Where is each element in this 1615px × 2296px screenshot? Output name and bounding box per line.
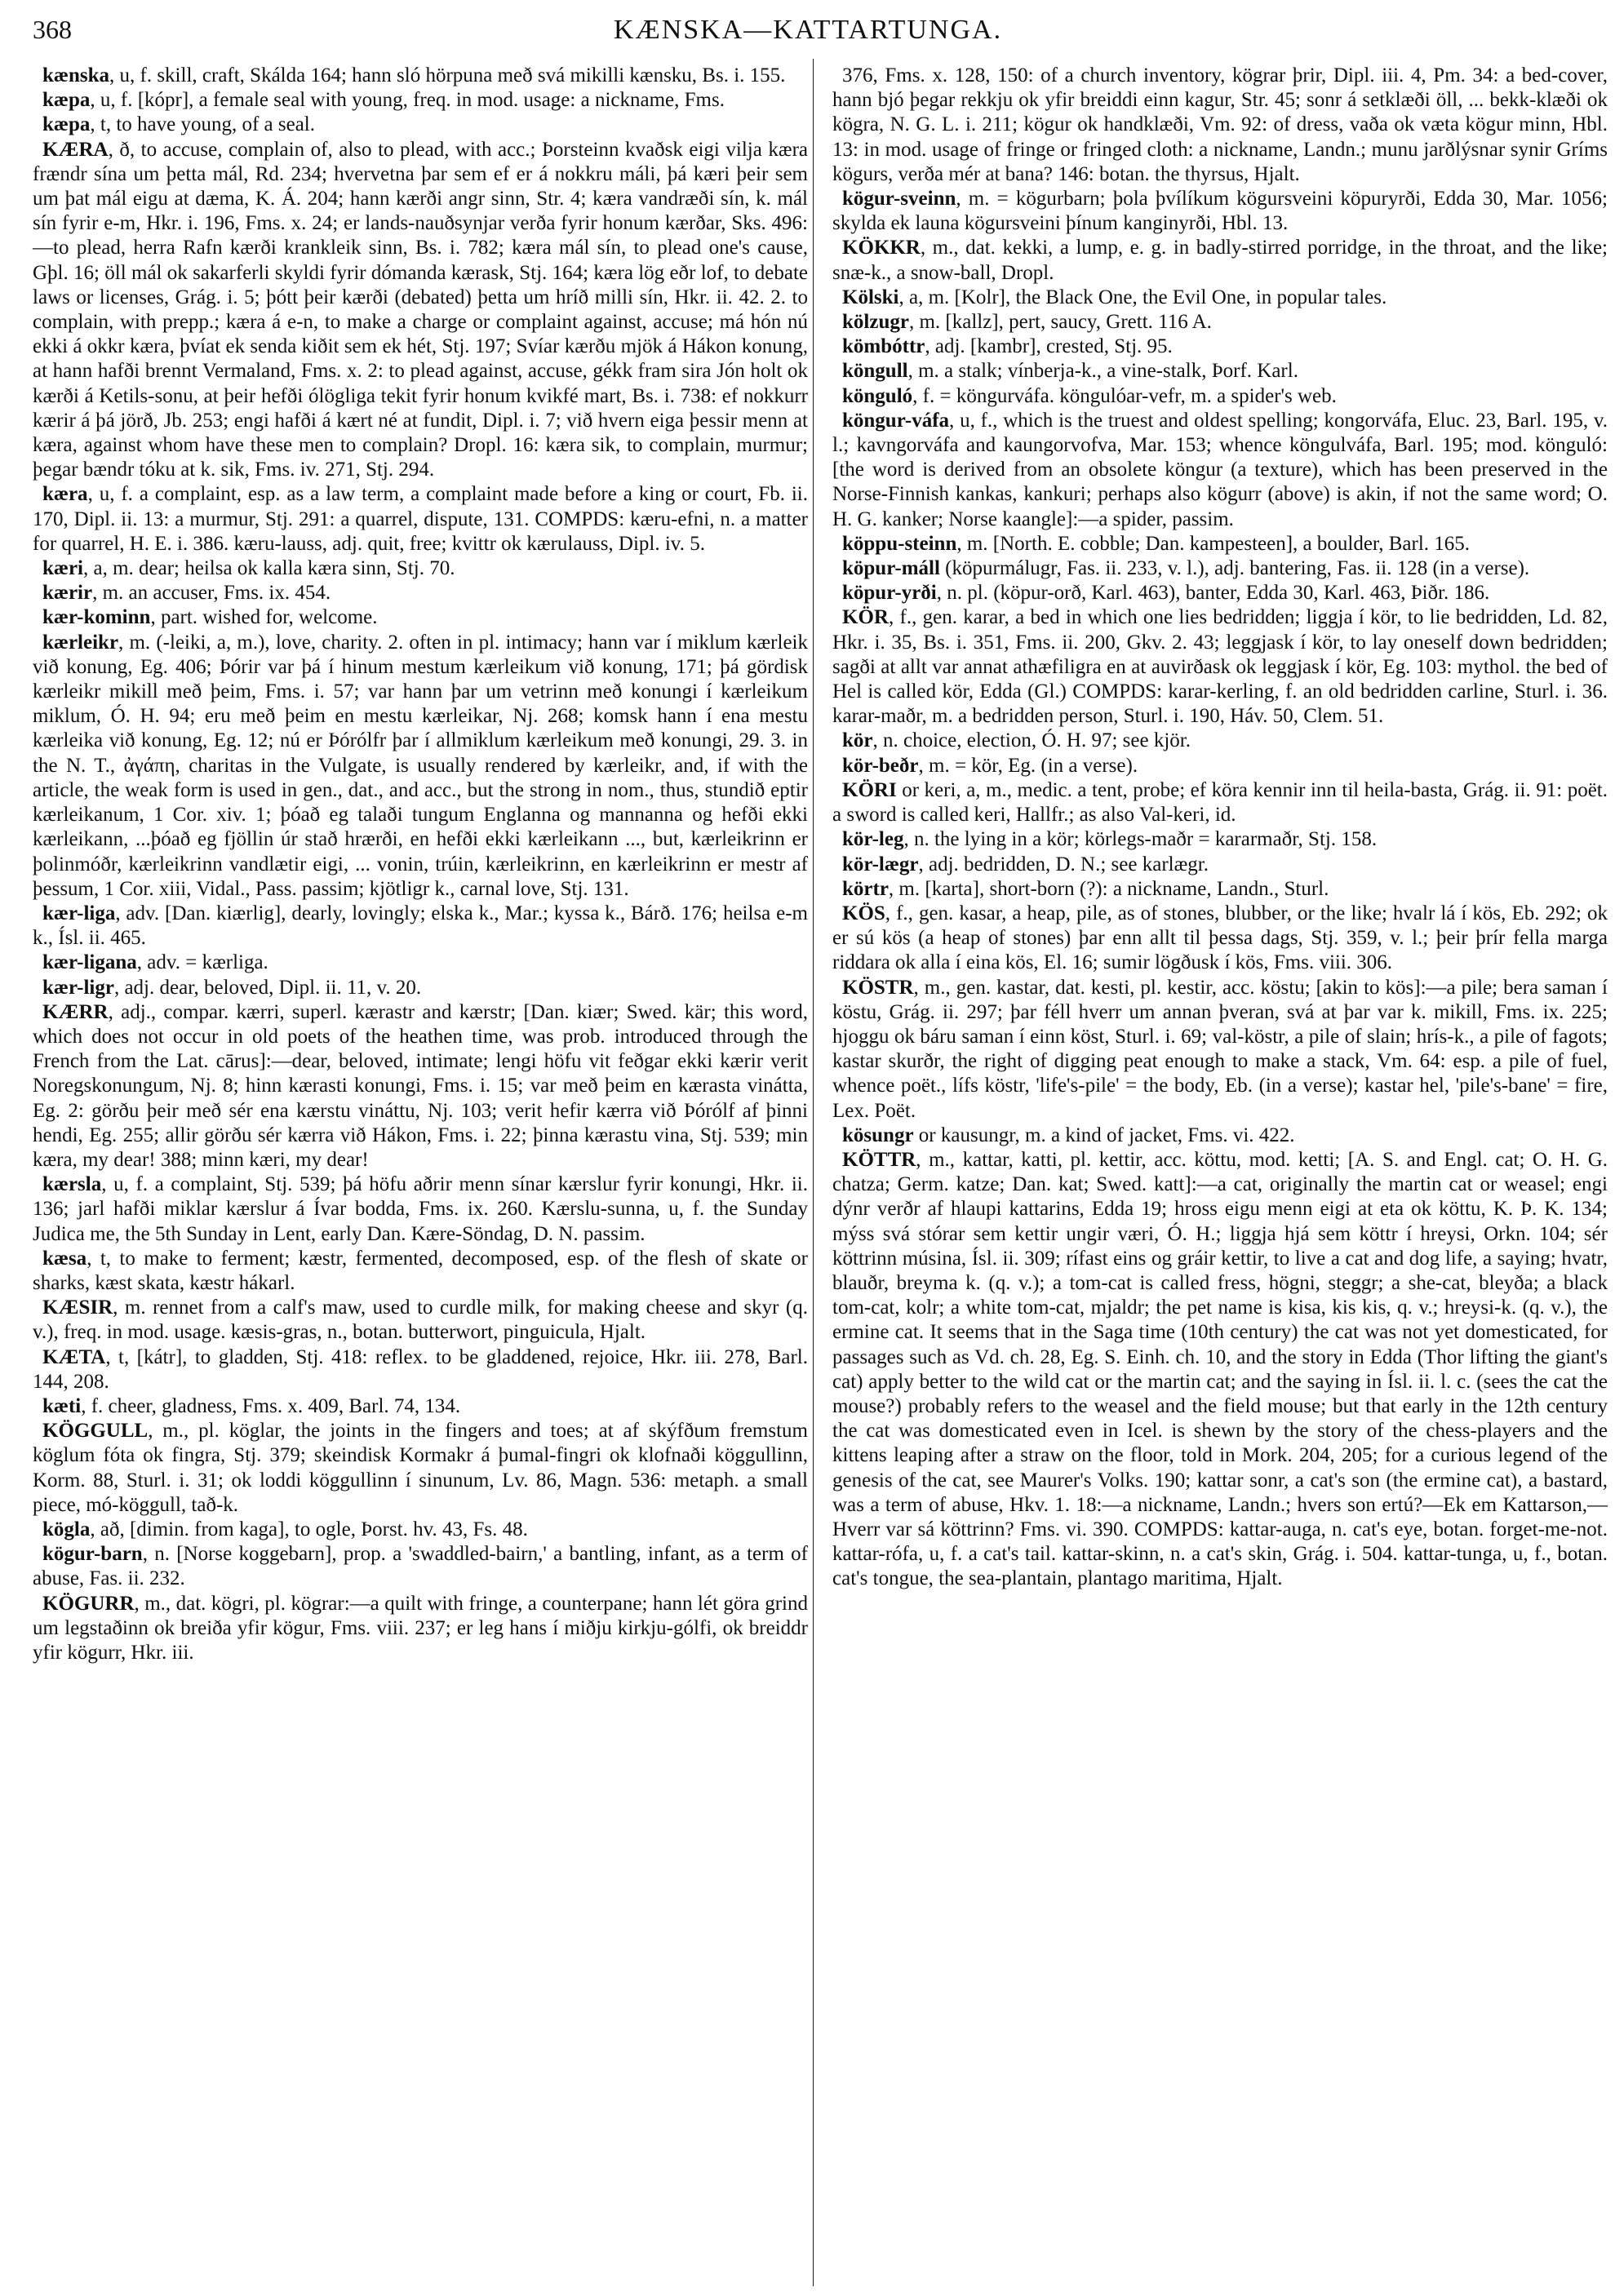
right-column bbox=[832, 64, 1608, 1592]
entry-headword: KÖSTR bbox=[842, 976, 914, 999]
dictionary-entry bbox=[832, 1148, 1608, 1592]
entry-definition: , u, f. a complaint, Stj. 539; þá höfu aðrir menn sínar kærslur fyrir konungi, Hkr. ii. 136; jarl hafði miklar kærslur á Ívar bodda, Fms. ix. 260. Kærslu-sunna, u, f. the Sunday Judica me, the 5th Sunday in Lent, early Dan. Kære-Söndag, D. N. passim. bbox=[33, 1173, 808, 1245]
entry-headword: köngur-váfa bbox=[842, 409, 950, 432]
entry-definition: , part. wished for, welcome. bbox=[150, 606, 378, 629]
entry-definition: , adv. [Dan. kiærlig], dearly, lovingly; elska k., Mar.; kyssa k., Bárð. 176; heilsa e-m k., Ísl. ii. 465. bbox=[33, 902, 808, 950]
entry-definition: , adv. = kærliga. bbox=[136, 951, 268, 974]
dictionary-entry bbox=[33, 1394, 808, 1419]
entry-headword: KÖRI bbox=[842, 778, 897, 801]
entry-definition: , f. cheer, gladness, Fms. x. 409, Barl. 74, 134. bbox=[81, 1394, 461, 1417]
dictionary-entry bbox=[832, 605, 1608, 729]
dictionary-entry bbox=[832, 778, 1608, 827]
entry-headword: kögur-barn bbox=[42, 1543, 143, 1566]
entry-headword: kör bbox=[842, 729, 873, 752]
dictionary-entry bbox=[33, 113, 808, 137]
entry-headword: KÖTTR bbox=[842, 1148, 916, 1171]
entry-definition: , adj. dear, beloved, Dipl. ii. 11, v. 20. bbox=[113, 976, 422, 999]
entry-headword: KÖR bbox=[842, 606, 889, 629]
dictionary-entry bbox=[832, 286, 1608, 310]
dictionary-entry bbox=[832, 729, 1608, 753]
dictionary-entry bbox=[33, 902, 808, 951]
dictionary-entry bbox=[33, 1000, 808, 1172]
dictionary-entry bbox=[33, 581, 808, 605]
dictionary-entry bbox=[832, 976, 1608, 1124]
entry-headword: kæpa bbox=[42, 113, 91, 136]
entry-headword: kögla bbox=[42, 1518, 91, 1540]
entry-headword: kæpa bbox=[42, 89, 91, 112]
entry-headword: kærleikr bbox=[42, 631, 119, 654]
entry-definition: , t, to have young, of a seal. bbox=[90, 113, 315, 136]
entry-definition: , m. a stalk; vínberja-k., a vine-stalk, Þorf. Karl. bbox=[907, 360, 1298, 383]
entry-headword: KÆRR bbox=[42, 1000, 109, 1023]
dictionary-entry bbox=[33, 64, 808, 88]
entry-headword: kösungr bbox=[842, 1124, 914, 1146]
entry-definition: , n. choice, election, Ó. H. 97; see kjör. bbox=[872, 729, 1191, 752]
entry-headword: kær-kominn bbox=[42, 606, 151, 629]
dictionary-entry bbox=[33, 1419, 808, 1518]
entry-definition: , f., gen. kasar, a heap, pile, as of stones, blubber, or the like; hvalr lá í kös, Eb. 292; ok er sú kös (a heap of stones) þar enn allt til þessa dags, Stj. 359, v. l.; þeir þrír fella marga riddara ok alla í eina kös, El. 16; sumir lögðusk í kös, Fms. viii. 306. bbox=[832, 902, 1608, 974]
dictionary-entry bbox=[33, 1345, 808, 1394]
dictionary-entry bbox=[832, 877, 1608, 902]
entry-headword: könguló bbox=[842, 384, 913, 407]
dictionary-entry bbox=[33, 1542, 808, 1591]
entry-definition: or kausungr, m. a kind of jacket, Fms. vi. 422. bbox=[913, 1124, 1295, 1146]
entry-definition: , m. rennet from a calf's maw, used to curdle milk, for making cheese and skyr (q. v.), freq. in mod. usage. kæsis-gras, n., botan. butterwort, pinguicula, Hjalt. bbox=[33, 1296, 808, 1344]
entry-definition: , n. the lying in a kör; körlegs-maðr = kararmaðr, Stj. 158. bbox=[903, 828, 1378, 851]
dictionary-entry bbox=[832, 236, 1608, 285]
dictionary-entry bbox=[33, 138, 808, 483]
entry-definition: , adj. [kambr], crested, Stj. 95. bbox=[925, 335, 1173, 358]
entry-definition: , m., pl. köglar, the joints in the fingers and toes; at af skýfðum fremstum köglum fóta ok fingra, Stj. 379; skeindisk Kormakr á þumal-fingri ok klofnaði köggullinn, Korm. 88, Sturl. i. 31; ok loddi köggullinn í sinunum, Lv. 86, Magn. 536: metaph. a small piece, mó-köggull, tað-k. bbox=[33, 1420, 808, 1516]
entry-headword: kör-leg bbox=[842, 828, 904, 851]
entry-definition: , u, f. [kópr], a female seal with young, freq. in mod. usage: a nickname, Fms. bbox=[90, 89, 725, 112]
entry-definition: , m. = kögurbarn; þola þvílíkum kögursveini köpuryrði, Edda 30, Mar. 1056; skylda ek launa kögursveini þínum kanginyrði, Hbl. 13. bbox=[832, 188, 1608, 235]
entry-definition: , a, m. dear; heilsa ok kalla kæra sinn, Stj. 70. bbox=[83, 557, 455, 580]
entry-headword: kærir bbox=[42, 582, 93, 605]
page-header bbox=[33, 11, 1583, 52]
dictionary-entry bbox=[832, 384, 1608, 409]
left-column bbox=[33, 64, 808, 1665]
entry-definition: , n. pl. (köpur-orð, Karl. 463), banter, Edda 30, Karl. 463, Þiðr. 186. bbox=[936, 582, 1490, 605]
entry-definition: , u, f. skill, craft, Skálda 164; hann sló hörpuna með svá mikilli kænsku, Bs. i. 155. bbox=[109, 64, 786, 86]
entry-definition: 376, Fms. x. 128, 150: of a church inventory, kögrar þrir, Dipl. iii. 4, Pm. 34: a bed-cover, hann bjó þegar rekkju ok yfir breiddi einn kagur, Str. 45; sonr á setklæði öll, ... bekk-klæði ok kögra, N. G. L. i. 211; kögur ok handklæði, Vm. 92: of dress, vaða ok væta kögur minn, Hbl. 13: in mod. usage of fringe or fringed cloth: a nickname, Landn.; munu jarðlýsnar synir Gríms kögurs, verða mér at bana? 146: botan. the thyrsus, Hjalt. bbox=[832, 64, 1608, 185]
entry-headword: kör-lægr bbox=[842, 853, 919, 875]
entry-definition: , að, [dimin. from kaga], to ogle, Þorst. hv. 43, Fs. 48. bbox=[90, 1518, 528, 1540]
dictionary-entry bbox=[33, 1247, 808, 1296]
entry-headword: kömbóttr bbox=[842, 335, 925, 358]
entry-headword: kæra bbox=[42, 483, 88, 506]
entry-headword: kæsa bbox=[42, 1247, 87, 1270]
entry-headword: KÖGGULL bbox=[42, 1420, 149, 1443]
entry-headword: kæri bbox=[42, 557, 83, 580]
entry-definition: , m., dat. kögri, pl. kögrar:—a quilt with fringe, a counterpane; hann lét göra grind um legstaðinn ok breiða yfir kögur, Fms. viii. 237; er leg hans í miðju kirkju-gólfi, ok breiddr yfir kögurr, Hkr. iii. bbox=[33, 1592, 808, 1664]
entry-headword: kænska bbox=[42, 64, 109, 86]
dictionary-entry bbox=[832, 827, 1608, 852]
entry-definition: , m. an accuser, Fms. ix. 454. bbox=[92, 582, 331, 605]
dictionary-entry bbox=[832, 64, 1608, 187]
entry-definition: , t, to make to ferment; kæstr, fermented, decomposed, esp. of the flesh of skate or sharks, kæst skata, kæstr hákarl. bbox=[33, 1247, 808, 1294]
entry-headword: KÖGURR bbox=[42, 1592, 135, 1615]
entry-headword: köpur-máll bbox=[842, 557, 940, 580]
entry-headword: kær-liga bbox=[42, 902, 116, 924]
dictionary-entry bbox=[832, 409, 1608, 532]
dictionary-entry bbox=[33, 951, 808, 975]
entry-definition: , m. [kallz], pert, saucy, Grett. 116 A. bbox=[908, 311, 1212, 334]
page-number: 368 bbox=[33, 15, 72, 44]
entry-definition: , m. (-leiki, a, m.), love, charity. 2. often in pl. intimacy; hann var í miklum kærleik við konung, Eg. 406; Þórir var þá í hinum mestum kærleikum við konung, 171; þá gördisk kærleikr mikill með þeim, Fms. i. 57; var hann þar um vetrinn með konungi í kærleikum miklum, Ó. H. 94; eru með þeim en mestu kærleikar, Nj. 268; komsk hann í ena mestu kærleika við konung, Eg. 12; nú er Þórólfr þar í allmiklum kærleikum með konungi, 29. 3. in the N. T., ἀγάπη, charitas in the Vulgate, is usually rendered by kærleikr, and, if with the article, the weak form is used in gen., dat., and acc., but the strong in nom., thus, stundið eptir kærleikanum, 1 Cor. xiv. 1; þóað eg talaði tungum Englanna og mannanna og hefði ekki kærleikann, ...þóað eg fjöllin úr stað hrærði, en hefði ekki kærleikann ..., but, kærleikrinn er þolinmóðr, kærleikrinn vandlætir eigi, ... vonin, trúin, kærleikrinn, en kærleikrinn er mestr af þessum, 1 Cor. xiii, Vidal., Pass. passim; kjötligr k., carnal love, Stj. 131. bbox=[33, 631, 808, 900]
entry-headword: kærsla bbox=[42, 1173, 102, 1196]
dictionary-entry bbox=[33, 482, 808, 556]
entry-headword: KÆRA bbox=[42, 138, 109, 161]
entry-definition: , f., gen. karar, a bed in which one lies bedridden; liggja í kör, to lie bedridden, Ld. 82, Hkr. i. 35, Bs. i. 351, Fms. ii. 200, Gkv. 2. 43; leggjask í kör, to lay oneself down bedridden; sagði at allt var annat athæfiligra en at auvirðask ok leggjask í kör, Eg. 103: mythol. the bed of Hel is called kör, Edda (Gl.) COMPDS: karar-kerling, f. an old bedridden carline, Sturl. i. 36. karar-maðr, m. a bedridden person, Sturl. i. 190, Háv. 50, Clem. 51. bbox=[832, 606, 1608, 728]
entry-headword: KÖS bbox=[842, 902, 885, 924]
entry-headword: köppu-steinn bbox=[842, 532, 957, 555]
entry-definition: , u, f., which is the truest and oldest spelling; kongorváfa, Eluc. 23, Barl. 195, v. l.; kavngorváfa and kaungorvofva, Mar. 153; whence köngulváfa, Barl. 195; mod. könguló: [the word is derived from an obsolete köngur (a texture), which has been preserved in the Norse-Finnish kankas, kankuri; perhaps also kögurr (above) is akin, if not the same word; O. H. G. kanker; Norse kaangle]:—a spider, passim. bbox=[832, 409, 1608, 530]
entry-definition: , adj., compar. kærri, superl. kærastr and kærstr; [Dan. kiær; Swed. kär; this word, which does not occur in old poets of the heathen time, was prob. introduced through the French from the Lat. cārus]:—dear, beloved, intimate; lengi höfu vit feðgar ekki kærir verit Noregskonungum, Nj. 8; hinn kærasti konungi, Fms. i. 15; var með þeim en kærasta vinátta, Eg. 2: görðu þeir með sér ena kærstu vináttu, Nj. 103; verit hefir kærra við Þórólf af þinni hendi, Eg. 255; allir görðu sér kærra við Hákon, Fms. i. 22; þinna kærastu vina, Stj. 539; min kæra, my dear! 388; minn kæri, my dear! bbox=[33, 1000, 808, 1171]
dictionary-entry bbox=[832, 581, 1608, 605]
dictionary-entry bbox=[832, 310, 1608, 335]
entry-definition: , m., gen. kastar, dat. kesti, pl. kestir, acc. köstu; [akin to kös]:—a pile; bera saman í köstu, Grág. ii. 297; þar féll hverr um annan þveran, svá at þar var k. mikill, Fms. ix. 225; hjoggu ok báru saman í einn köst, Sturl. i. 69; val-köstr, a pile of slain; hrís-k., a pile of fagots; kastar skurðr, the right of digging peat enough to make a stack, Vm. 64: esp. a pile of fuel, whence poët., lífs köstr, 'life's-pile' = the body, Eb. (in a verse); kastar hel, 'pile's-bane' = fire, Lex. Poët. bbox=[832, 976, 1608, 1122]
dictionary-entry bbox=[33, 556, 808, 581]
dictionary-entry bbox=[832, 556, 1608, 581]
entry-definition: , n. [Norse koggebarn], prop. a 'swaddled-bairn,' a bantling, infant, as a term of abuse, Fas. ii. 232. bbox=[33, 1543, 808, 1590]
entry-definition: , ð, to accuse, complain of, also to plead, with acc.; Þorsteinn kvaðsk eigi vilja kæra frændr sína um þetta mál, Rd. 234; hvervetna þar sem ef er á nokkru máli, þá kæri þeir sem um þat mál eigu at dæma, K. Á. 204; hann kærði angr sinn, Str. 4; kæra vandræði sín, k. mál sín fyrir e-m, Hkr. i. 196, Fms. x. 24; er lands-nauðsynjar verða fyrir honum kærðar, Sks. 496:—to plead, herra Rafn kærði krankleik sinn, Bs. i. 782; kæra mál sín, to plead one's cause, Gþl. 16; öll mál ok sakarferli skyldi fyrir dómanda kærask, Stj. 164; kæra lög eðr lof, to debate laws or licenses, Grág. i. 5; þótt þeir kærði (debated) þetta um hríð milli sín, Hkr. ii. 42. 2. to complain, with prepp.; kæra á e-n, to make a charge or complaint against, accuse; má hón nú ekki á okkr kæra, þvíat ek senda kiðit sem ek hét, Stj. 197; Svíar kærðu mjök á Hákon konung, at hann hafði brennt Vermaland, Fms. x. 2: to plead against, accuse, gékk fram sira Jón holt ok kærði á Ketils-sonu, at þeir hefði ólögliga tekit fyrir honum kvikfé mart, Bs. i. 738: ef nokkurr kærir á þá jörð, Jb. 253; engi hafði á kært né at fundit, Dipl. i. 7; við hvern eiga þessir menn at kæra, against whom have these men to complain? Dropl. 16: kæra sik, to complain, murmur; þegar bændr tóku at k. sik, Fms. iv. 271, Stj. 294. bbox=[33, 138, 808, 481]
entry-headword: köngull bbox=[842, 360, 908, 383]
dictionary-entry bbox=[832, 853, 1608, 877]
dictionary-entry bbox=[33, 88, 808, 113]
dictionary-entry bbox=[832, 532, 1608, 556]
entry-headword: KÆTA bbox=[42, 1345, 106, 1368]
dictionary-entry bbox=[33, 1172, 808, 1247]
entry-headword: kær-ligr bbox=[42, 976, 114, 999]
dictionary-entry bbox=[33, 1296, 808, 1345]
entry-definition: , m. [North. E. cobble; Dan. kampesteen], a boulder, Barl. 165. bbox=[956, 532, 1471, 555]
running-title: KÆNSKA—KATTARTUNGA. bbox=[613, 15, 1003, 45]
entry-headword: kæti bbox=[42, 1394, 82, 1417]
entry-definition: , m. [karta], short-born (?): a nickname, Landn., Sturl. bbox=[888, 877, 1329, 900]
dictionary-entry bbox=[832, 187, 1608, 236]
entry-definition: , f. = köngurváfa. köngulóar-vefr, m. a spider's web. bbox=[912, 384, 1337, 407]
dictionary-entry bbox=[33, 1518, 808, 1542]
column-divider bbox=[813, 59, 814, 2286]
entry-headword: kölzugr bbox=[842, 311, 909, 334]
entry-definition: , m. = kör, Eg. (in a verse). bbox=[918, 754, 1138, 777]
dictionary-entry bbox=[33, 605, 808, 630]
entry-headword: kör-beðr bbox=[842, 754, 919, 777]
dictionary-entry bbox=[832, 335, 1608, 359]
dictionary-entry bbox=[832, 359, 1608, 383]
entry-definition: , t, [kátr], to gladden, Stj. 418: reflex. to be gladdened, rejoice, Hkr. iii. 278, Barl. 144, 208. bbox=[33, 1345, 808, 1393]
entry-headword: KÆSIR bbox=[42, 1296, 113, 1319]
entry-definition: , a, m. [Kolr], the Black One, the Evil One, in popular tales. bbox=[898, 286, 1387, 308]
dictionary-entry bbox=[33, 631, 808, 902]
entry-definition: or keri, a, m., medic. a tent, probe; ef köra kennir inn til heila-basta, Grág. ii. 91: poët. a sword is called keri, Hallfr.; as also Val-keri, id. bbox=[832, 778, 1608, 827]
entry-definition: , m., dat. kekki, a lump, e. g. in badly-stirred porridge, in the throat, and the like; snæ-k., a snow-ball, Dropl. bbox=[832, 237, 1608, 284]
entry-definition: (köpurmálugr, Fas. ii. 233, v. l.), adj. bantering, Fas. ii. 128 (in a verse). bbox=[939, 557, 1530, 580]
dictionary-entry bbox=[33, 1592, 808, 1666]
dictionary-entry bbox=[832, 902, 1608, 976]
dictionary-entry bbox=[832, 1124, 1608, 1148]
dictionary-entry bbox=[832, 754, 1608, 778]
entry-definition: , m., kattar, katti, pl. kettir, acc. köttu, mod. ketti; [A. S. and Engl. cat; O. H. G. chatza; Germ. katze; Dan. kat; Swed. katt]:—a cat, originally the martin cat or weasel; engi dýnr verðr af hlaupi kattarins, Edda 19; hross eigu menn eigi at eta ok köttu, K. Þ. K. 134; mýss svá stórar sem kettir ungir væri, Ó. H.; liggja hjá sem köttr í hreysi, Orkn. 104; sér köttrinn músina, Ísl. ii. 309; rífast eins og gráir kettir, to live a cat and dog life, a saying; hvatr, blauðr, breyma k. (q. v.); a tom-cat is called fress, högni, steggr; a she-cat, bleyða; a black tom-cat, kolr; a white tom-cat, mjaldr; the pet name is kisa, kis kis, q. v.; hreysi-k. (q. v.), the ermine cat. It seems that in the Saga time (10th century) the cat was not yet domesticated, for passages such as Vd. ch. 28, Eg. S. Einh. ch. 10, and the story in Edda (Thor lifting the giant's cat) apply better to the wild cat or the martin cat; and the saying in Ísl. ii. l. c. (sees the cat the mouse?) probably refers to the weasel and the field mouse; but that early in the 12th century the cat was domesticated even in Icel. is shewn by the story of the chess-players and the kittens leaping after a straw on the floor, told in Mork. 204, 205; for a curious legend of the genesis of the cat, see Maurer's Volks. 190; kattar sonr, a cat's son (the ermine cat), a bastard, was a term of abuse, Hkv. 1. 18:—a nickname, Landn.; hvers son ertú?—Ek em Kattarson,—Hverr var sá köttrinn? Fms. vi. 390. COMPDS: kattar-auga, n. cat's eye, botan. forget-me-not. kattar-rófa, u, f. a cat's tail. kattar-skinn, n. a cat's skin, Grág. i. 504. kattar-tunga, u, f., botan. cat's tongue, the sea-plantain, plantago maritima, Hjalt. bbox=[832, 1148, 1608, 1590]
entry-headword: KÖKKR bbox=[842, 237, 921, 259]
entry-headword: kær-ligana bbox=[42, 951, 137, 974]
entry-definition: , adj. bedridden, D. N.; see karlægr. bbox=[918, 853, 1209, 875]
entry-headword: kögur-sveinn bbox=[842, 188, 956, 211]
entry-headword: körtr bbox=[842, 877, 889, 900]
entry-definition: , u, f. a complaint, esp. as a law term, a complaint made before a king or court, Fb. ii. 170, Dipl. ii. 13: a murmur, Stj. 291: a quarrel, dispute, 131. COMPDS: kæru-efni, n. a matter for quarrel, H. E. i. 386. kæru-lauss, adj. quit, free; kvittr ok kærulauss, Dipl. iv. 5. bbox=[33, 483, 808, 555]
entry-headword: Kölski bbox=[842, 286, 899, 308]
dictionary-entry bbox=[33, 976, 808, 1000]
entry-headword: köpur-yrði bbox=[842, 582, 937, 605]
